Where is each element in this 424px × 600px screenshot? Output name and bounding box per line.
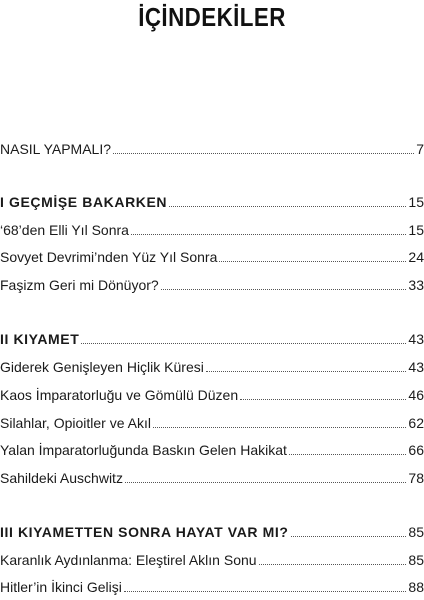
dot-leader xyxy=(289,454,407,455)
toc-entry-page: 46 xyxy=(408,387,424,403)
toc-entry xyxy=(0,273,424,293)
toc-entry-title: Kaos İmparatorluğu ve Gömülü Düzen xyxy=(0,387,239,403)
toc-entry-page: 7 xyxy=(416,141,424,157)
toc-entry-title: NASIL YAPMALI? xyxy=(0,141,112,157)
dot-leader xyxy=(206,371,407,372)
dot-leader xyxy=(153,427,406,428)
toc-part-heading xyxy=(0,327,424,347)
toc-entry-page: 62 xyxy=(408,415,424,431)
toc-entry-page: 85 xyxy=(408,552,424,568)
dot-leader xyxy=(124,591,407,592)
dot-leader xyxy=(291,536,407,537)
toc-entry-title: ‘68’den Elli Yıl Sonra xyxy=(0,222,129,238)
toc-entry-page: 43 xyxy=(408,331,424,347)
toc-entry-title: II KIYAMET xyxy=(0,331,80,347)
toc-entry-title: Karanlık Aydınlanma: Eleştirel Aklın Sonu xyxy=(0,552,257,568)
toc-entry-page: 85 xyxy=(408,524,424,540)
toc-entry-page: 24 xyxy=(408,249,424,265)
toc-entry xyxy=(0,575,424,595)
dot-leader xyxy=(125,482,406,483)
toc-entry xyxy=(0,218,424,238)
toc-entry xyxy=(0,548,424,568)
toc-entry-title: III KIYAMETTEN SONRA HAYAT VAR MI? xyxy=(0,524,289,540)
dot-leader xyxy=(161,289,407,290)
toc-part-heading xyxy=(0,190,424,210)
toc-entry-title: I GEÇMİŞE BAKARKEN xyxy=(0,194,168,210)
dot-leader xyxy=(240,399,406,400)
toc-entry-title: Silahlar, Opioitler ve Akıl xyxy=(0,415,151,431)
toc-entry-page: 43 xyxy=(408,359,424,375)
dot-leader xyxy=(219,261,406,262)
toc-entry-page: 33 xyxy=(408,277,424,293)
toc-entry xyxy=(0,438,424,458)
page-title: İÇİNDEKİLER xyxy=(138,2,286,32)
dot-leader xyxy=(169,206,406,207)
dot-leader xyxy=(113,153,414,154)
toc-entry-page: 78 xyxy=(408,470,424,486)
toc-entry-title: Hitler’in İkinci Gelişi xyxy=(0,579,122,595)
dot-leader xyxy=(131,234,406,235)
toc-entry xyxy=(0,137,424,157)
dot-leader xyxy=(81,343,406,344)
toc-entry xyxy=(0,466,424,486)
toc-entry-title: Faşizm Geri mi Dönüyor? xyxy=(0,277,159,293)
toc-entry-page: 66 xyxy=(408,442,424,458)
toc-entry xyxy=(0,355,424,375)
toc-entry xyxy=(0,383,424,403)
toc-entry-title: Sovyet Devrimi’nden Yüz Yıl Sonra xyxy=(0,249,218,265)
toc-entry-title: Sahildeki Auschwitz xyxy=(0,470,123,486)
toc-entry xyxy=(0,245,424,265)
toc-entry-page: 15 xyxy=(408,222,424,238)
toc-entry-title: Yalan İmparatorluğunda Baskın Gelen Hakikat xyxy=(0,442,287,458)
toc-entry-page: 15 xyxy=(408,194,424,210)
dot-leader xyxy=(259,564,407,565)
toc-part-heading xyxy=(0,520,424,540)
toc-entry-title: Giderek Genişleyen Hiçlik Küresi xyxy=(0,359,204,375)
toc-entry-page: 88 xyxy=(408,579,424,595)
toc-entry xyxy=(0,411,424,431)
